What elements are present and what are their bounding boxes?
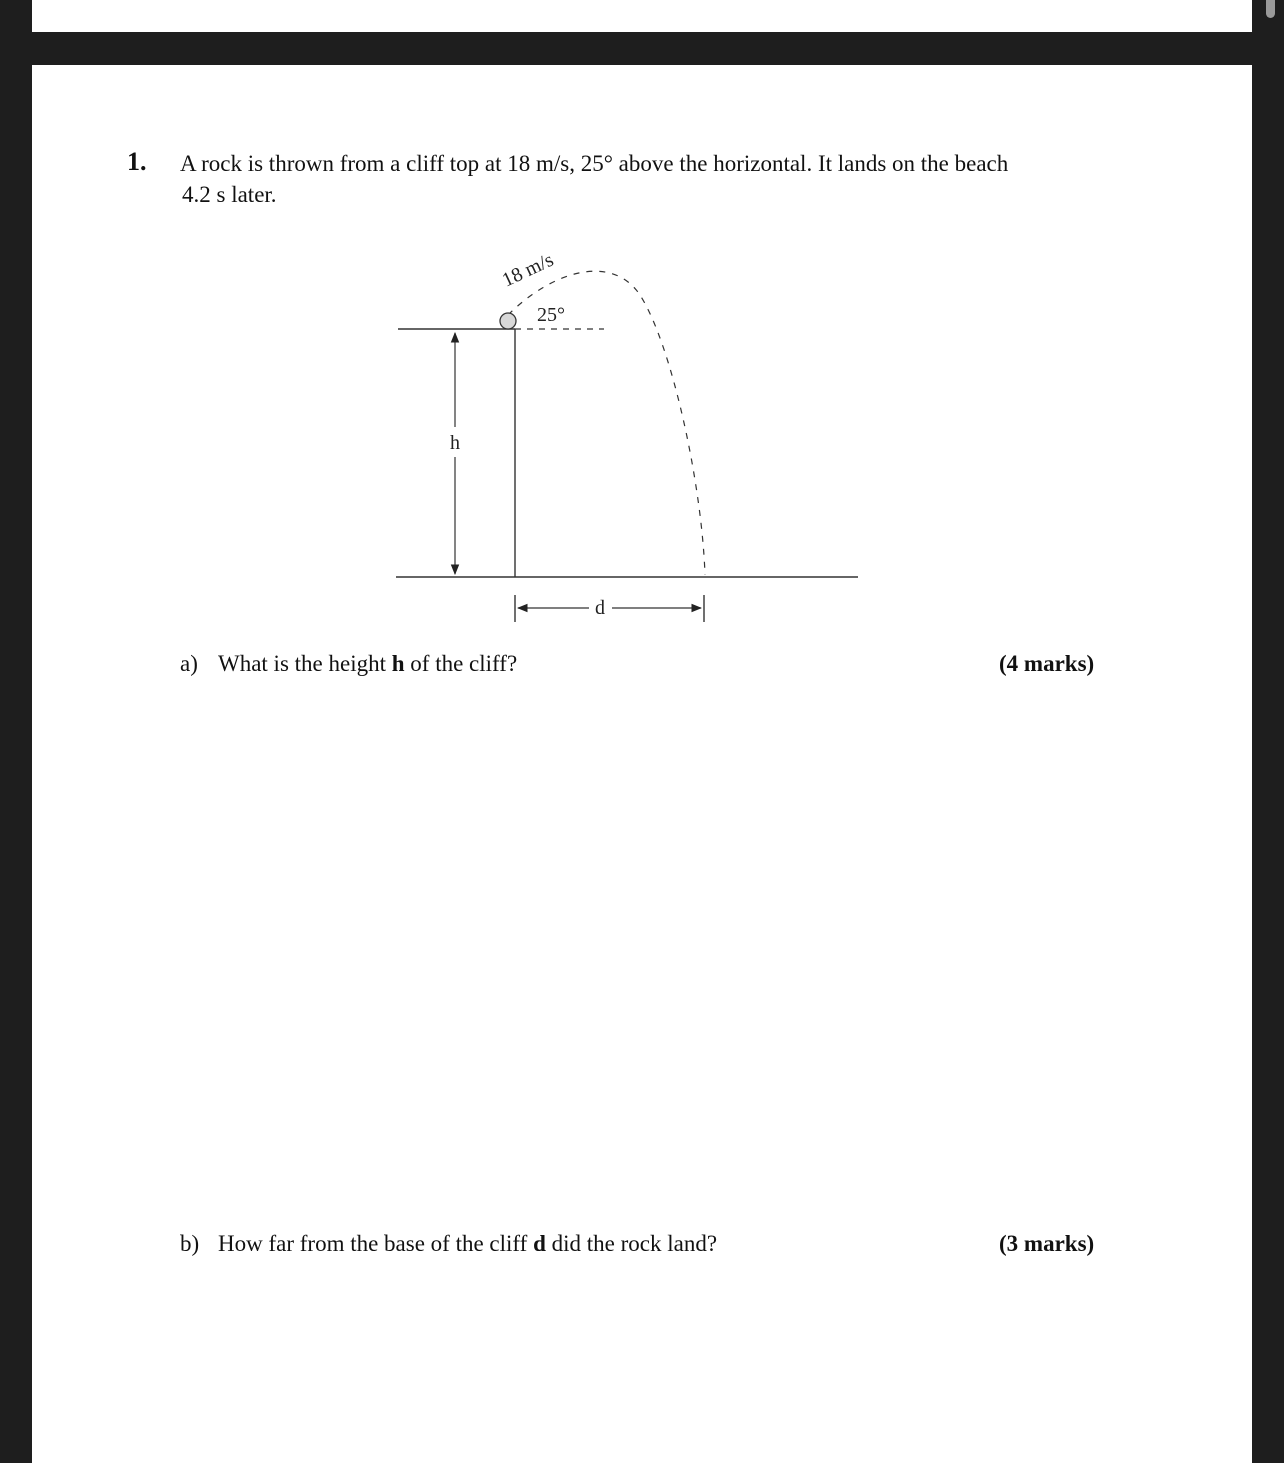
part-b-text-after: did the rock land? bbox=[545, 1231, 718, 1256]
part-a-text-after: of the cliff? bbox=[404, 651, 518, 676]
part-a-text-before: What is the height bbox=[218, 651, 392, 676]
part-a-letter: a) bbox=[180, 651, 198, 676]
angle-label: 25° bbox=[537, 304, 565, 326]
previous-page-bottom bbox=[32, 0, 1252, 32]
question-text-line2: 4.2 s later. bbox=[182, 182, 277, 207]
height-label: h bbox=[450, 432, 460, 454]
part-b-question bbox=[218, 1231, 717, 1257]
distance-label: d bbox=[595, 597, 605, 619]
part-b-bold: d bbox=[533, 1231, 546, 1256]
scrollbar-thumb[interactable] bbox=[1266, 0, 1275, 18]
worksheet-page bbox=[32, 65, 1252, 1463]
part-a-bold: h bbox=[391, 651, 405, 676]
part-b-text-before: How far from the base of the cliff bbox=[218, 1231, 534, 1256]
part-b-marks: (3 marks) bbox=[999, 1231, 1095, 1256]
question-number: 1. bbox=[127, 147, 147, 176]
part-b-letter: b) bbox=[180, 1231, 200, 1256]
part-a-question bbox=[218, 651, 517, 677]
velocity-label: 18 m/s bbox=[498, 248, 557, 292]
projectile-diagram bbox=[32, 65, 1252, 665]
rock-circle bbox=[500, 313, 516, 329]
part-a-marks: (4 marks) bbox=[999, 651, 1095, 676]
question-text-line1: A rock is thrown from a cliff top at 18 m/s, 25° above the horizontal. It lands on the beach bbox=[180, 151, 1009, 176]
